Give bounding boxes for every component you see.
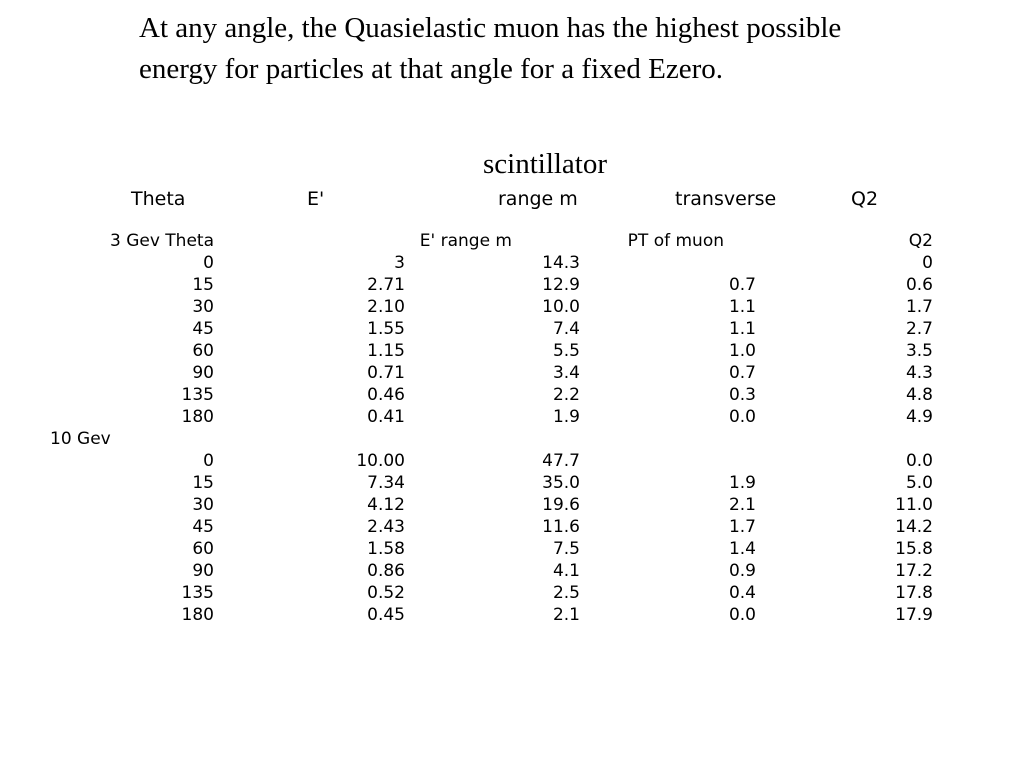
cell-theta: 60 xyxy=(192,341,214,361)
cell-q2: 4.3 xyxy=(905,363,933,383)
cell-pt: 0.7 xyxy=(728,275,756,295)
cell-theta: 30 xyxy=(192,297,214,317)
table-header-row xyxy=(0,230,1024,252)
header-cell-theta: 3 Gev Theta xyxy=(109,231,214,251)
table-row xyxy=(0,274,1024,296)
cell-q2: 17.8 xyxy=(895,583,933,603)
rows-10gev-group xyxy=(0,450,1024,626)
cell-pt: 1.1 xyxy=(728,319,756,339)
cell-theta: 0 xyxy=(203,451,214,471)
cell-q2: 1.7 xyxy=(905,297,933,317)
cell-e-prime: 10.00 xyxy=(356,451,405,471)
cell-q2: 4.9 xyxy=(905,407,933,427)
cell-range: 1.9 xyxy=(552,407,580,427)
header-cell-q2: Q2 xyxy=(908,231,933,251)
table-row xyxy=(0,450,1024,472)
cell-theta: 90 xyxy=(192,561,214,581)
table-row xyxy=(0,384,1024,406)
cell-range: 5.5 xyxy=(552,341,580,361)
cell-pt: 0.0 xyxy=(728,407,756,427)
table-row xyxy=(0,538,1024,560)
cell-pt: 0.3 xyxy=(728,385,756,405)
cell-q2: 0.6 xyxy=(905,275,933,295)
rows-3gev-group xyxy=(0,252,1024,428)
table-row xyxy=(0,494,1024,516)
cell-e-prime: 0.71 xyxy=(367,363,405,383)
cell-e-prime: 2.43 xyxy=(367,517,405,537)
table-row xyxy=(0,472,1024,494)
cell-q2: 11.0 xyxy=(895,495,933,515)
cell-range: 19.6 xyxy=(542,495,580,515)
table-row xyxy=(0,340,1024,362)
cell-q2: 0 xyxy=(922,253,933,273)
cell-pt: 1.9 xyxy=(728,473,756,493)
cell-pt: 1.7 xyxy=(728,517,756,537)
cell-range: 12.9 xyxy=(542,275,580,295)
cell-range: 7.5 xyxy=(552,539,580,559)
cell-pt: 2.1 xyxy=(728,495,756,515)
group-row-10gev xyxy=(0,428,1024,450)
cell-q2: 14.2 xyxy=(895,517,933,537)
cell-q2: 15.8 xyxy=(895,539,933,559)
column-header-range: range m xyxy=(498,188,578,210)
intro-text: At any angle, the Quasielastic muon has the highest possible energy for particles at that angle for a fixed Ezero. xyxy=(139,12,842,85)
table-row xyxy=(0,560,1024,582)
table-row xyxy=(0,604,1024,626)
cell-theta: 135 xyxy=(181,583,214,603)
cell-theta: 180 xyxy=(181,407,214,427)
cell-theta: 30 xyxy=(192,495,214,515)
cell-theta: 135 xyxy=(181,385,214,405)
table-row xyxy=(0,582,1024,604)
cell-e-prime: 1.55 xyxy=(367,319,405,339)
table-row xyxy=(0,296,1024,318)
cell-theta: 90 xyxy=(192,363,214,383)
cell-q2: 4.8 xyxy=(905,385,933,405)
cell-e-prime: 1.58 xyxy=(367,539,405,559)
cell-range: 4.1 xyxy=(552,561,580,581)
table-row xyxy=(0,362,1024,384)
cell-range: 3.4 xyxy=(552,363,580,383)
cell-range: 47.7 xyxy=(542,451,580,471)
cell-theta: 15 xyxy=(192,275,214,295)
cell-pt: 0.0 xyxy=(728,605,756,625)
cell-q2: 3.5 xyxy=(905,341,933,361)
group-label-10gev: 10 Gev xyxy=(50,429,111,449)
cell-e-prime: 2.71 xyxy=(367,275,405,295)
cell-range: 7.4 xyxy=(552,319,580,339)
cell-range: 11.6 xyxy=(542,517,580,537)
cell-range: 2.1 xyxy=(552,605,580,625)
data-table xyxy=(0,230,1024,626)
cell-range: 2.2 xyxy=(552,385,580,405)
table-row xyxy=(0,318,1024,340)
cell-e-prime: 3 xyxy=(394,253,405,273)
cell-theta: 45 xyxy=(192,517,214,537)
cell-e-prime: 2.10 xyxy=(367,297,405,317)
cell-pt: 1.1 xyxy=(728,297,756,317)
cell-pt: 1.4 xyxy=(728,539,756,559)
column-header-theta: Theta xyxy=(131,188,186,210)
cell-e-prime: 0.45 xyxy=(367,605,405,625)
cell-pt: 0.9 xyxy=(728,561,756,581)
cell-q2: 0.0 xyxy=(905,451,933,471)
cell-pt: 0.4 xyxy=(728,583,756,603)
column-header-e-prime: E' xyxy=(307,188,325,210)
subtitle: scintillator xyxy=(482,148,608,180)
cell-e-prime: 7.34 xyxy=(367,473,405,493)
cell-e-prime: 0.41 xyxy=(367,407,405,427)
cell-range: 2.5 xyxy=(552,583,580,603)
cell-e-prime: 4.12 xyxy=(367,495,405,515)
cell-e-prime: 0.46 xyxy=(367,385,405,405)
cell-theta: 15 xyxy=(192,473,214,493)
cell-e-prime: 1.15 xyxy=(367,341,405,361)
header-cell-e-prime-range: E' range m xyxy=(419,231,512,251)
cell-theta: 180 xyxy=(181,605,214,625)
cell-range: 10.0 xyxy=(542,297,580,317)
column-header-transverse: transverse xyxy=(675,188,777,210)
cell-range: 14.3 xyxy=(542,253,580,273)
cell-e-prime: 0.86 xyxy=(367,561,405,581)
cell-q2: 5.0 xyxy=(905,473,933,493)
cell-theta: 60 xyxy=(192,539,214,559)
cell-range: 35.0 xyxy=(542,473,580,493)
table-row xyxy=(0,252,1024,274)
cell-q2: 17.2 xyxy=(895,561,933,581)
column-header-q2: Q2 xyxy=(851,188,879,210)
cell-theta: 0 xyxy=(203,253,214,273)
cell-e-prime: 0.52 xyxy=(367,583,405,603)
cell-theta: 45 xyxy=(192,319,214,339)
table-row xyxy=(0,516,1024,538)
cell-pt: 0.7 xyxy=(728,363,756,383)
cell-q2: 17.9 xyxy=(895,605,933,625)
cell-q2: 2.7 xyxy=(905,319,933,339)
header-cell-pt: PT of muon xyxy=(627,231,724,251)
table-row xyxy=(0,406,1024,428)
cell-pt: 1.0 xyxy=(728,341,756,361)
